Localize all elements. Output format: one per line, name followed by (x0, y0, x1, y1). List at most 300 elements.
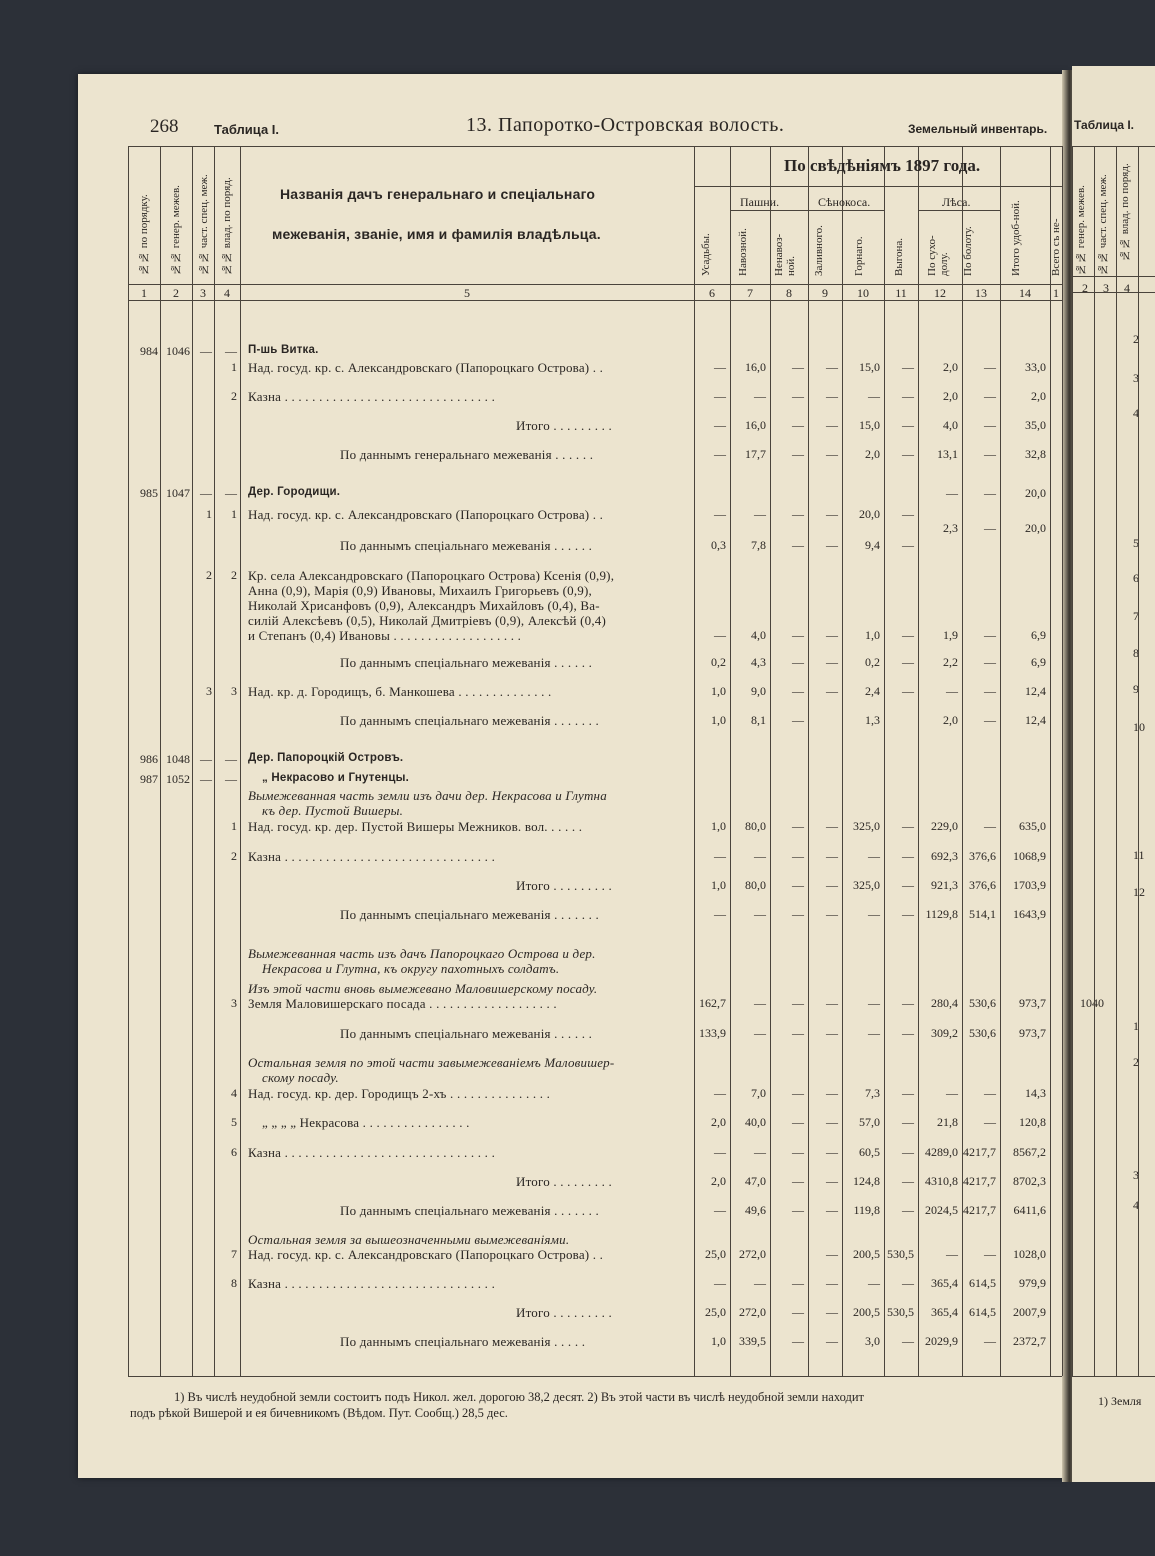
row-value: — (826, 1305, 838, 1319)
table-column-rule (1050, 146, 1051, 1376)
row-value: — (754, 1145, 766, 1159)
row-value: — (792, 1086, 804, 1100)
row-value: 530,5 (887, 1247, 914, 1261)
row-value: — (792, 849, 804, 863)
row-value: — (792, 538, 804, 552)
row-value: 635,0 (1019, 819, 1046, 833)
row-owner-name: Казна . . . . . . . . . . . . . . . . . . . . . . . . . . . . . . . (248, 1276, 496, 1291)
facing-column-rule (1072, 146, 1073, 1376)
row-value: 1,3 (865, 713, 880, 727)
row-value: 2024,5 (925, 1203, 958, 1217)
row-value: — (902, 538, 914, 552)
row-value: 530,6 (969, 1026, 996, 1040)
row-value: 1068,9 (1013, 849, 1046, 863)
row-value: 3,0 (865, 1334, 880, 1348)
row-value: 2372,7 (1013, 1334, 1046, 1348)
row-owner-name: Итого . . . . . . . . . (516, 1305, 613, 1320)
row-owner-number: 4 (231, 1086, 237, 1100)
row-value: 376,6 (969, 849, 996, 863)
facing-row-rule (1072, 146, 1155, 147)
row-owner-name: Кр. села Александровскаго (Папороцкаго Острова) Ксенія (0,9), (248, 568, 615, 583)
row-value: 365,4 (931, 1305, 958, 1319)
row-value: 2,0 (865, 447, 880, 461)
row-value: 4310,8 (925, 1174, 958, 1188)
facing-column-rule (1094, 146, 1095, 1376)
row-value: 7,3 (865, 1086, 880, 1100)
row-value: 2,0 (943, 360, 958, 374)
row-value: 2,0 (711, 1174, 726, 1188)
row-value: 47,0 (745, 1174, 766, 1188)
row-value: — (984, 1334, 996, 1348)
row-value: 614,5 (969, 1276, 996, 1290)
col-header-3: №№ част. спец. меж. (198, 174, 210, 275)
row-value: — (826, 1203, 838, 1217)
row-value: — (826, 819, 838, 833)
row-value: — (984, 521, 996, 535)
row-value: — (902, 996, 914, 1010)
right-table-label: Таблица I. (1074, 118, 1135, 132)
row-value: — (868, 996, 880, 1010)
table-column-rule (730, 146, 731, 1376)
row-value: — (826, 1276, 838, 1290)
row-value: — (714, 389, 726, 403)
row-value: — (826, 655, 838, 669)
row-value: — (754, 849, 766, 863)
row-value: — (754, 1026, 766, 1040)
row-value: 1,0 (711, 713, 726, 727)
row-value: 119,8 (853, 1203, 880, 1217)
row-value: — (754, 907, 766, 921)
row-value: 12,4 (1025, 713, 1046, 727)
col-header-2: №№ генер. межев. (170, 185, 182, 275)
row-value: — (792, 819, 804, 833)
row-general-number: 1046 (166, 344, 190, 358)
column-number: 6 (709, 286, 715, 300)
row-value: — (902, 878, 914, 892)
facing-row-number: 2 (1133, 1055, 1139, 1069)
row-value: — (792, 1334, 804, 1348)
row-value: — (826, 996, 838, 1010)
row-owner-number: 1 (231, 819, 237, 833)
row-value: — (902, 628, 914, 642)
row-value: 9,4 (865, 538, 880, 552)
row-value: 20,0 (859, 507, 880, 521)
row-owner-name: Вымежеванная часть изъ дачъ Папороцкаго Острова и дер. (248, 946, 596, 961)
table-bottom-rule (128, 1376, 1062, 1377)
row-value: — (868, 907, 880, 921)
row-owner-name: По даннымъ спеціальнаго межеванія . . . . . . . (340, 907, 599, 922)
row-value: 280,4 (931, 996, 958, 1010)
facing-col-header: №№ част. спец. меж. (1097, 174, 1109, 275)
row-value: 1129,8 (925, 907, 958, 921)
numbers-bottom-rule (128, 300, 1062, 301)
row-owner-name: Итого . . . . . . . . . (516, 418, 613, 433)
row-owner-number: 8 (231, 1276, 237, 1290)
row-value: — (754, 1276, 766, 1290)
facing-row-number: 3 (1133, 371, 1139, 385)
row-value: — (754, 389, 766, 403)
row-value: 4217,7 (963, 1203, 996, 1217)
row-value: — (792, 1203, 804, 1217)
row-value: 8702,3 (1013, 1174, 1046, 1188)
row-value: 0,2 (865, 655, 880, 669)
table-column-rule (214, 146, 215, 1376)
row-value: 325,0 (853, 878, 880, 892)
facing-row-number: 7 (1133, 609, 1139, 623)
row-value: — (984, 447, 996, 461)
senokosa-rule (808, 210, 884, 211)
facing-col-number: 4 (1124, 281, 1130, 295)
facing-row-rule (1072, 1376, 1155, 1377)
row-owner-name: силій Алексѣевъ (0,5), Николай Дмитріевъ (0,9), Алексѣй (0,4) (248, 613, 607, 628)
row-value: 80,0 (745, 878, 766, 892)
facing-row-number: 9 (1133, 682, 1139, 696)
row-owner-name: Некрасова и Глутна, къ округу пахотныхъ солдатъ. (262, 961, 560, 976)
row-value: 514,1 (969, 907, 996, 921)
row-value: 921,3 (931, 878, 958, 892)
facing-row-number: 6 (1133, 571, 1139, 585)
row-value: 162,7 (699, 996, 726, 1010)
row-value: 692,3 (931, 849, 958, 863)
row-value: 2007,9 (1013, 1305, 1046, 1319)
row-value: — (714, 1086, 726, 1100)
row-value: 14,3 (1025, 1086, 1046, 1100)
row-value: — (946, 684, 958, 698)
row-value: 339,5 (739, 1334, 766, 1348)
row-value: — (984, 1247, 996, 1261)
column-number: 12 (934, 286, 946, 300)
row-value: 2,0 (943, 713, 958, 727)
row-value: — (792, 447, 804, 461)
row-special-number: — (200, 344, 212, 358)
row-value: — (754, 996, 766, 1010)
column-number: 8 (786, 286, 792, 300)
row-owner-name: Дер. Папороцкій Островъ. (248, 752, 404, 764)
facing-column-rule (1138, 146, 1139, 1376)
row-value: — (826, 1026, 838, 1040)
row-general-number: 1047 (166, 486, 190, 500)
row-owner-name: Итого . . . . . . . . . (516, 1174, 613, 1189)
row-value: — (792, 1026, 804, 1040)
row-order-number: 985 (140, 486, 158, 500)
row-value: — (984, 819, 996, 833)
row-value: 6411,6 (1013, 1203, 1046, 1217)
row-owner-number: 1 (231, 507, 237, 521)
col-header-12: По сухо-долу. (926, 235, 950, 276)
row-value: — (826, 447, 838, 461)
row-value: — (984, 713, 996, 727)
row-owner-name: Над. госуд. кр. дер. Пустой Вишеры Межников. вол. . . . . . (248, 819, 583, 834)
table-column-rule (918, 146, 919, 1376)
facing-column-rule (1116, 146, 1117, 1376)
row-value: 376,6 (969, 878, 996, 892)
row-value: 33,0 (1025, 360, 1046, 374)
row-value: — (792, 389, 804, 403)
row-value: 9,0 (751, 684, 766, 698)
row-value: — (902, 819, 914, 833)
row-owner-name: По даннымъ спеціальнаго межеванія . . . . . . . (340, 713, 599, 728)
row-value: — (902, 1276, 914, 1290)
facing-col-number: 3 (1103, 281, 1109, 295)
col-header-9: Заливного. (813, 225, 825, 276)
col-header-8: Ненавоз-ной. (773, 233, 797, 276)
row-owner-name: скому посаду. (262, 1070, 339, 1085)
row-value: 1703,9 (1013, 878, 1046, 892)
col-header-5-line1: Названія дачъ генеральнаго и спеціальнаго (280, 186, 596, 202)
row-value: — (902, 389, 914, 403)
row-value: — (714, 1276, 726, 1290)
table-column-rule (694, 146, 695, 1376)
row-value: 25,0 (705, 1305, 726, 1319)
row-value: — (902, 684, 914, 698)
row-owner-name: Дер. Городищи. (248, 486, 341, 498)
row-value: — (984, 1086, 996, 1100)
row-order-number: 987 (140, 772, 158, 786)
row-owner-name: Над. кр. д. Городищъ, б. Манкошева . . . . . . . . . . . . . . (248, 684, 552, 699)
row-value: 32,8 (1025, 447, 1046, 461)
row-value: — (902, 360, 914, 374)
row-value: — (714, 1145, 726, 1159)
col-header-5-line2: межеванія, званіе, имя и фамилія владѣльца. (272, 226, 601, 242)
facing-page (1072, 66, 1155, 1482)
row-owner-name: и Степанъ (0,4) Ивановы . . . . . . . . . . . . . . . . . . . (248, 628, 522, 643)
row-special-number: — (200, 752, 212, 766)
row-value: — (792, 684, 804, 698)
row-value: — (984, 389, 996, 403)
row-value: — (826, 684, 838, 698)
row-value: 133,9 (699, 1026, 726, 1040)
row-value: 8567,2 (1013, 1145, 1046, 1159)
row-value: 325,0 (853, 819, 880, 833)
row-value: — (984, 655, 996, 669)
row-value: — (946, 486, 958, 500)
row-value: 1,0 (711, 1334, 726, 1348)
row-value: — (714, 360, 726, 374)
row-owner-name: Земля Маловишерскаго посада . . . . . . . . . . . . . . . . . . . (248, 996, 557, 1011)
column-number: 5 (464, 286, 470, 300)
row-special-number: — (200, 772, 212, 786)
row-value: — (902, 1145, 914, 1159)
group-header-pashni: Пашни. (740, 195, 780, 209)
row-value: — (792, 878, 804, 892)
row-value: — (714, 507, 726, 521)
row-value: — (792, 628, 804, 642)
row-special-number: 2 (206, 568, 212, 582)
row-owner-number: — (225, 344, 237, 358)
header-bottom-rule (128, 284, 1062, 285)
row-value: — (792, 507, 804, 521)
row-value: 2,3 (943, 521, 958, 535)
row-value: — (902, 849, 914, 863)
facing-row-number: 4 (1133, 406, 1139, 420)
row-special-number: 1 (206, 507, 212, 521)
row-value: — (868, 1026, 880, 1040)
row-value: 1,0 (711, 878, 726, 892)
row-value: — (984, 418, 996, 432)
row-owner-name: Над. госуд. кр. с. Александровскаго (Папороцкаго Острова) . . (248, 1247, 604, 1262)
row-value: — (792, 996, 804, 1010)
row-value: — (826, 878, 838, 892)
row-value: — (902, 655, 914, 669)
group-header-1897: По свѣдѣніямъ 1897 года. (784, 156, 981, 175)
table-top-rule (128, 146, 1062, 147)
row-owner-name: Остальная земля по этой части завымежеваніемъ Маловишер- (248, 1055, 615, 1070)
row-value: 4,0 (751, 628, 766, 642)
row-value: — (792, 1305, 804, 1319)
row-value: 124,8 (853, 1174, 880, 1188)
facing-footnote: 1) Земля (1098, 1394, 1142, 1408)
row-value: 120,8 (1019, 1115, 1046, 1129)
row-value: 4217,7 (963, 1174, 996, 1188)
group-header-lesa: Лѣса. (942, 195, 971, 209)
row-value: 4,0 (943, 418, 958, 432)
row-value: 973,7 (1019, 996, 1046, 1010)
row-owner-name: По даннымъ генеральнаго межеванія . . . . . . (340, 447, 594, 462)
row-value: — (826, 628, 838, 642)
row-value: 4289,0 (925, 1145, 958, 1159)
row-value: — (826, 1334, 838, 1348)
facing-row-rule (1072, 292, 1155, 293)
row-value: 0,2 (711, 655, 726, 669)
pashni-rule (730, 210, 808, 211)
row-value: 8,1 (751, 713, 766, 727)
group-header-senokosa: Сѣнокоса. (818, 195, 871, 209)
row-value: — (984, 360, 996, 374)
row-value: 40,0 (745, 1115, 766, 1129)
row-owner-number: 3 (231, 684, 237, 698)
row-owner-number: — (225, 752, 237, 766)
row-value: — (714, 1203, 726, 1217)
row-owner-name: Казна . . . . . . . . . . . . . . . . . . . . . . . . . . . . . . . (248, 849, 496, 864)
row-value: — (826, 1174, 838, 1188)
row-owner-name: Итого . . . . . . . . . (516, 878, 613, 893)
col-header-13: По болоту. (962, 226, 974, 276)
col-header-14: Итого удоб-ной. (1010, 200, 1022, 276)
row-value: — (868, 849, 880, 863)
section-title: Земельный инвентарь. (908, 122, 1048, 136)
table-column-rule (1000, 146, 1001, 1376)
row-value: 2,2 (943, 655, 958, 669)
row-value: 1643,9 (1013, 907, 1046, 921)
row-value: — (902, 1086, 914, 1100)
facing-col-number: 2 (1082, 281, 1088, 295)
row-owner-name: Николай Хрисанфовъ (0,9), Александръ Михайловъ (0,4), Ва- (248, 598, 600, 613)
volost-title: 13. Папоротко-Островская волость. (466, 114, 785, 136)
row-value: — (826, 1086, 838, 1100)
column-number: 9 (822, 286, 828, 300)
row-value: 1,9 (943, 628, 958, 642)
facing-row-number: 3 (1133, 1168, 1139, 1182)
row-value: — (792, 1276, 804, 1290)
column-number: 3 (200, 286, 206, 300)
row-value: — (902, 507, 914, 521)
facing-row-number: 11 (1133, 848, 1145, 862)
row-owner-name: Вымежеванная часть земли изъ дачи дер. Некрасова и Глутна (248, 788, 607, 803)
row-value: — (714, 447, 726, 461)
row-value: 1028,0 (1013, 1247, 1046, 1261)
row-value: — (714, 418, 726, 432)
row-value: — (826, 389, 838, 403)
table-column-rule (884, 146, 885, 1376)
row-value: — (902, 418, 914, 432)
row-value: 530,5 (887, 1305, 914, 1319)
row-value: — (792, 1174, 804, 1188)
row-owner-name: Казна . . . . . . . . . . . . . . . . . . . . . . . . . . . . . . . (248, 389, 496, 404)
row-value: 200,5 (853, 1305, 880, 1319)
row-value: — (792, 655, 804, 669)
col-header-10: Горнаго. (853, 236, 865, 276)
row-value: 2,0 (1031, 389, 1046, 403)
row-value: 20,0 (1025, 521, 1046, 535)
row-value: — (902, 1174, 914, 1188)
column-number: 1 (1053, 286, 1059, 300)
row-value: — (714, 907, 726, 921)
table-column-rule (808, 146, 809, 1376)
row-value: — (826, 538, 838, 552)
row-value: — (792, 713, 804, 727)
row-value: 15,0 (859, 360, 880, 374)
col-header-11: Выгона. (893, 238, 905, 276)
column-number: 7 (747, 286, 753, 300)
row-value: — (826, 1145, 838, 1159)
table-column-rule (240, 146, 241, 1376)
column-number: 4 (224, 286, 230, 300)
col-header-7: Навозной. (737, 228, 749, 276)
table-column-rule (962, 146, 963, 1376)
row-value: 229,0 (931, 819, 958, 833)
row-owner-name: По даннымъ спеціальнаго межеванія . . . . . . . (340, 1203, 599, 1218)
row-value: — (792, 418, 804, 432)
row-owner-name: Казна . . . . . . . . . . . . . . . . . . . . . . . . . . . . . . . (248, 1145, 496, 1160)
row-value: — (826, 849, 838, 863)
row-value: 2,0 (943, 389, 958, 403)
group-header-rule (694, 186, 1062, 187)
row-value: 2,4 (865, 684, 880, 698)
row-value: 49,6 (745, 1203, 766, 1217)
row-value: — (868, 389, 880, 403)
facing-col-header: №№ генер. межев. (1075, 185, 1087, 275)
row-value: 272,0 (739, 1305, 766, 1319)
row-value: — (984, 1115, 996, 1129)
row-value: — (902, 1334, 914, 1348)
table-column-rule (1062, 146, 1063, 1376)
row-value: 7,8 (751, 538, 766, 552)
row-value: — (754, 507, 766, 521)
row-order-number: 986 (140, 752, 158, 766)
row-value: 17,7 (745, 447, 766, 461)
row-special-number: — (200, 486, 212, 500)
row-owner-name: „ „ „ „ Некрасова . . . . . . . . . . . . . . . . (262, 1115, 470, 1130)
row-value: — (826, 907, 838, 921)
row-value: 16,0 (745, 360, 766, 374)
row-owner-name: По даннымъ спеціальнаго межеванія . . . . . . (340, 538, 593, 553)
row-value: 21,8 (937, 1115, 958, 1129)
row-value: — (902, 1026, 914, 1040)
row-value: 973,7 (1019, 1026, 1046, 1040)
row-value: 4,3 (751, 655, 766, 669)
row-owner-number: 2 (231, 389, 237, 403)
row-value: — (902, 907, 914, 921)
column-number: 10 (857, 286, 869, 300)
row-value: 6,9 (1031, 628, 1046, 642)
row-value: — (868, 1276, 880, 1290)
col-header-1: №№ по порядку. (138, 194, 150, 275)
facing-row-number: 1 (1133, 1019, 1139, 1033)
row-owner-number: 6 (231, 1145, 237, 1159)
row-owner-number: 5 (231, 1115, 237, 1129)
facing-row-number: 4 (1133, 1198, 1139, 1212)
row-owner-name: къ дер. Пустой Вишеры. (262, 803, 404, 818)
